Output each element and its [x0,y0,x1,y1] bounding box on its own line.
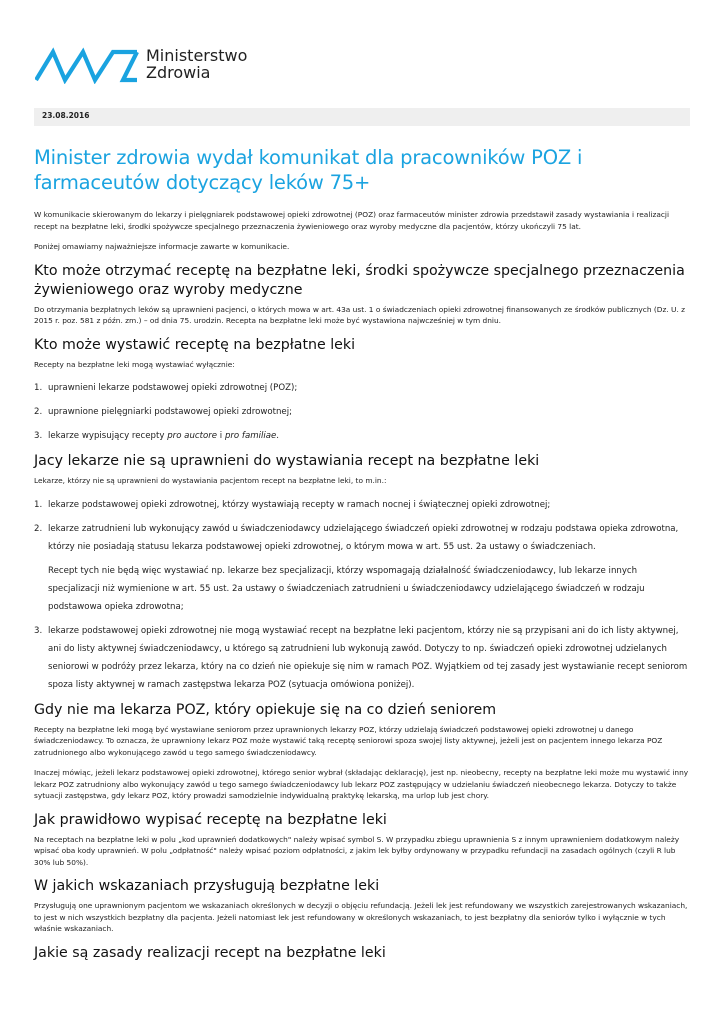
list-item-text: lekarze podstawowej opieki zdrowotnej nie mogą wystawiać recept na bezpłatne leki pacjentom, którzy nie są przypisani ani do ich listy aktywnej, ani do listy aktywnej świadczeniodawcy, u którego są zatrudnieni lub wykonują zawód. Dotyczy to np. świadczeń opieki zdrowotnej udzielanych seniorowi w podróży przez lekarza, który na co dzień nie opiekuje się nim w ramach POZ. Wyjątkiem od tej zasady jest wystawianie recept seniorom spoza listy aktywnej w ramach zastępstwa lekarza POZ (sytuacja omówiona poniżej). [48,625,688,690]
list-number: 3. [34,431,43,441]
list-item-text: uprawnieni lekarze podstawowej opieki zdrowotnej (POZ); [48,383,298,393]
intro-paragraph-1: W komunikacie skierowanym do lekarzy i pielęgniarek podstawowej opieki zdrowotnej (POZ) oraz farmaceutów minister zdrowia przedstawił zasady wystawiania i realizacji recept na bezpłatne leki, środki spożywcze specjalnego przeznaczenia żywieniowego oraz wyroby medyczne dla pacjentów, którzy ukończyli 75 lat. [34,210,670,231]
list-number: 1. [34,499,43,510]
logo-line-1: Ministerstwo [146,46,248,65]
ordered-list [34,496,690,694]
section-paragraph: Recepty na bezpłatne leki mogą być wystawiane seniorom przez uprawnionych lekarzy POZ, którzy udzielają świadczeń podstawowej opieki zdrowotnej u danego świadczeniodawcy. To oznacza, że uprawniony lekarz POZ może wystawić taką receptę seniorowi spoza swojej listy aktywnej, jeżeli jest on pacjentem innego lekarza POZ zatrudnionego albo wykonującego zawód u tego samego świadczeniodawcy. [34,724,663,757]
logo-line-2: Zdrowia [146,63,211,82]
list-number: 2. [34,407,43,417]
section-heading: Kto może wystawić receptę na bezpłatne leki [34,336,356,353]
logo-wordmark [146,47,247,81]
list-item [34,496,690,514]
intro-paragraph-2: Poniżej omawiamy najważniejsze informacje zawarte w komunikacie. [34,242,290,251]
list-item-emphasis: pro familiae [224,431,277,441]
list-number: 2. [34,523,43,534]
section-heading: Kto może otrzymać receptę na bezpłatne leki, środki spożywcze specjalnego przeznaczenia żywieniowego oraz wyroby medyczne [34,262,685,298]
ministry-logo[interactable] [35,46,265,86]
section-text: Przysługują one uprawnionym pacjentom we wskazaniach określonych w decyzji o objęciu refundacją. Jeżeli lek jest refundowany we wszystkich zarejestrowanych wskazaniach, to jest w nich wszystkich bezpłatny dla pacjenta. Jeżeli natomiast lek jest refundowany w określonych wskazaniach, to jest bezpłatny dla seniorów tylko i wyłącznie w tych właśnie wskazaniach. [34,901,688,933]
ordered-list [34,379,690,445]
list-item-note: Recept tych nie będą więc wystawiać np. lekarze bez specjalizacji, którzy wspomagają działalność świadczeniodawcy, lub lekarze innych specjalizacji niż wymienione w art. 55 ust. 2a ustawy o świadczeniach zatrudnieni u świadczeniodawcy udzielającego świadczeń w rodzaju podstawowa opieka zdrowotna; [48,565,645,612]
list-item [34,622,690,694]
list-item-text: i [217,431,225,441]
publication-date: 23.08.2016 [42,111,90,120]
list-item-text: lekarze zatrudnieni lub wykonujący zawód u świadczeniodawcy udzielającego świadczeń opieki zdrowotnej w rodzaju podstawa opieka zdrowotna, którzy nie posiadają statusu lekarza podstawowej opieki zdrowotnej, o którym mowa w art. 55 ust. 2a ustawy o świadczeniach. [48,523,679,552]
list-item [34,403,690,421]
list-item [34,520,690,616]
list-item-emphasis: pro auctore [167,431,218,441]
section-heading: Jacy lekarze nie są uprawnieni do wystawiania recept na bezpłatne leki [34,453,540,469]
list-number: 3. [34,625,43,636]
list-item [34,427,690,445]
section-paragraph: Inaczej mówiąc, jeżeli lekarz podstawowej opieki zdrowotnej, którego senior wybrał (składając deklarację), jest np. nieobecny, recepty na bezpłatne leki może mu wystawić inny lekarz POZ zatrudniony albo wykonujący zawód u tego samego świadczeniodawcy lub lekarz POZ zastępujący w udzielaniu świadczeń nieobecnego lekarza. Dotyczy to także sytuacji zastępstwa, gdy lekarz POZ, który prowadzi samodzielnie indywidualną praktykę lekarską, ma urlop lub jest chory. [34,768,689,800]
article-content [34,145,690,967]
list-item-text: lekarze podstawowej opieki zdrowotnej, którzy wystawiają recepty w ramach nocnej i świątecznej opieki zdrowotnej; [48,499,551,510]
section-heading: Gdy nie ma lekarza POZ, który opiekuje się na co dzień seniorem [34,701,497,718]
section-heading: W jakich wskazaniach przysługują bezpłatne leki [34,878,380,894]
article-title: Minister zdrowia wydał komunikat dla pracowników POZ i farmaceutów dotyczący leków 75+ [34,146,583,194]
section-text: Recepty na bezpłatne leki mogą wystawiać wyłącznie: [34,359,235,369]
section-text: Lekarze, którzy nie są uprawnieni do wystawiania pacjentom recept na bezpłatne leki, to m.in.: [34,476,387,485]
list-item-text: . [276,431,280,441]
list-number: 1. [34,383,43,393]
zigzag-logo-icon [35,46,139,84]
date-bar [34,108,690,126]
section-heading: Jakie są zasady realizacji recept na bezpłatne leki [34,944,386,961]
section-heading: Jak prawidłowo wypisać receptę na bezpłatne leki [34,811,387,828]
list-item [34,379,690,397]
section-text: Na receptach na bezpłatne leki w polu „kod uprawnień dodatkowych" należy wpisać symbol S. W przypadku zbiegu uprawnienia S z innym uprawnieniem dodatkowym należy wpisać oba kody uprawnień. W polu „odpłatność" należy wpisać poziom odpłatności, z jakim lek byłby ordynowany w przypadku refundacji na zasadach ogólnych (czyli R lub 30% lub 50%). [34,834,680,867]
section-text: Do otrzymania bezpłatnych leków są uprawnieni pacjenci, o których mowa w art. 43a ust. 1 o świadczeniach opieki zdrowotnej finansowanych ze środków publicznych (Dz. U. z 2015 r. poz. 581 z późn. zm.) – od dnia 75. urodzin. Recepta na bezpłatne leki może być wystawiona najwcześniej w tym dniu. [34,304,686,325]
list-item-text: lekarze wypisujący recepty [48,431,168,441]
list-item-text: uprawnione pielęgniarki podstawowej opieki zdrowotnej; [48,407,293,417]
